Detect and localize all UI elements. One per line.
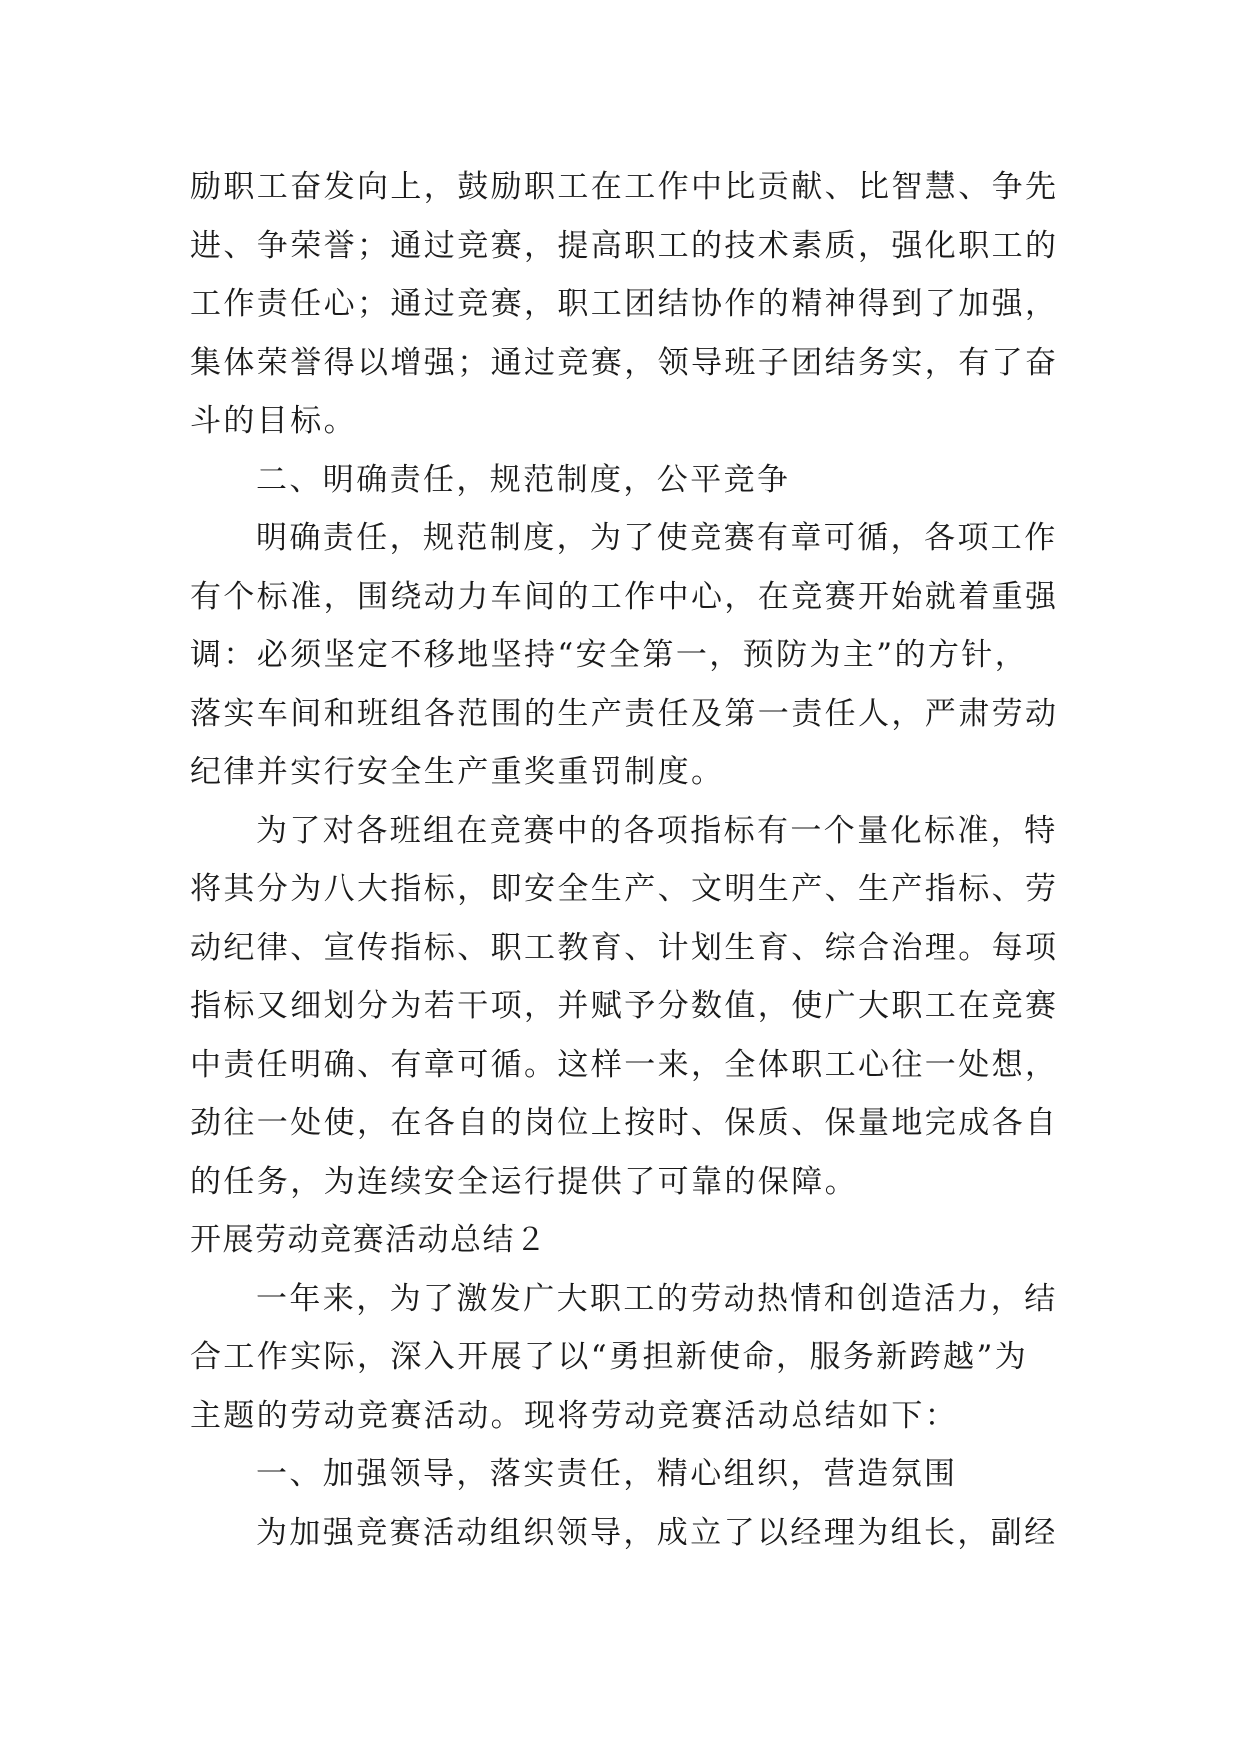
paragraph-line: 为了对各班组在竞赛中的各项指标有一个量化标准，特	[256, 812, 1058, 849]
paragraph-line: 落实车间和班组各范围的生产责任及第一责任人，严肃劳动	[190, 695, 1059, 732]
paragraph-line: 劲往一处使，在各自的岗位上按时、保质、保量地完成各自	[190, 1105, 1059, 1141]
paragraph-line: 明确责任，规范制度，为了使竞赛有章可循，各项工作	[256, 520, 1058, 556]
paragraph-line: 有个标准，围绕动力车间的工作中心，在竞赛开始就着重强	[190, 578, 1059, 615]
paragraph-line: 进、争荣誉；通过竞赛，提高职工的技术素质，强化职工的	[190, 227, 1059, 264]
paragraph-line: 励职工奋发向上，鼓励职工在工作中比贡献、比智慧、争先	[190, 169, 1059, 205]
paragraph-line: 主题的劳动竞赛活动。现将劳动竞赛活动总结如下：	[190, 1397, 959, 1434]
paragraph-line: 调：必须坚定不移地坚持“安全第一，预防为主”的方针，	[190, 637, 1029, 673]
paragraph-line: 将其分为八大指标，即安全生产、文明生产、生产指标、劳	[190, 871, 1059, 907]
paragraph-line: 一年来，为了激发广大职工的劳动热情和创造活力，结	[256, 1280, 1058, 1317]
paragraph-line: 为加强竞赛活动组织领导，成立了以经理为组长，副经	[256, 1514, 1058, 1551]
paragraph-line: 工作责任心；通过竞赛，职工团结协作的精神得到了加强，	[190, 286, 1059, 322]
paragraph-line: 动纪律、宣传指标、职工教育、计划生育、综合治理。每项	[190, 929, 1059, 966]
document-section-title: 开展劳动竞赛活动总结２	[190, 1222, 548, 1258]
paragraph-line: 中责任明确、有章可循。这样一来，全体职工心往一处想，	[190, 1046, 1059, 1083]
document-page	[190, 158, 1070, 1562]
paragraph-line: 的任务，为连续安全运行提供了可靠的保障。	[190, 1163, 858, 1200]
section-heading: 二、明确责任，规范制度，公平竞争	[256, 461, 791, 498]
section-heading: 一、加强领导，落实责任，精心组织，营造氛围	[256, 1456, 958, 1492]
paragraph-line: 斗的目标。	[190, 403, 357, 439]
paragraph-line: 指标又细划分为若干项，并赋予分数值，使广大职工在竞赛	[190, 988, 1059, 1024]
paragraph-line: 集体荣誉得以增强；通过竞赛，领导班子团结务实，有了奋	[190, 344, 1059, 381]
paragraph-line: 纪律并实行安全生产重奖重罚制度。	[190, 754, 725, 790]
paragraph-line: 合工作实际，深入开展了以“勇担新使命，服务新跨越”为	[190, 1339, 1029, 1375]
